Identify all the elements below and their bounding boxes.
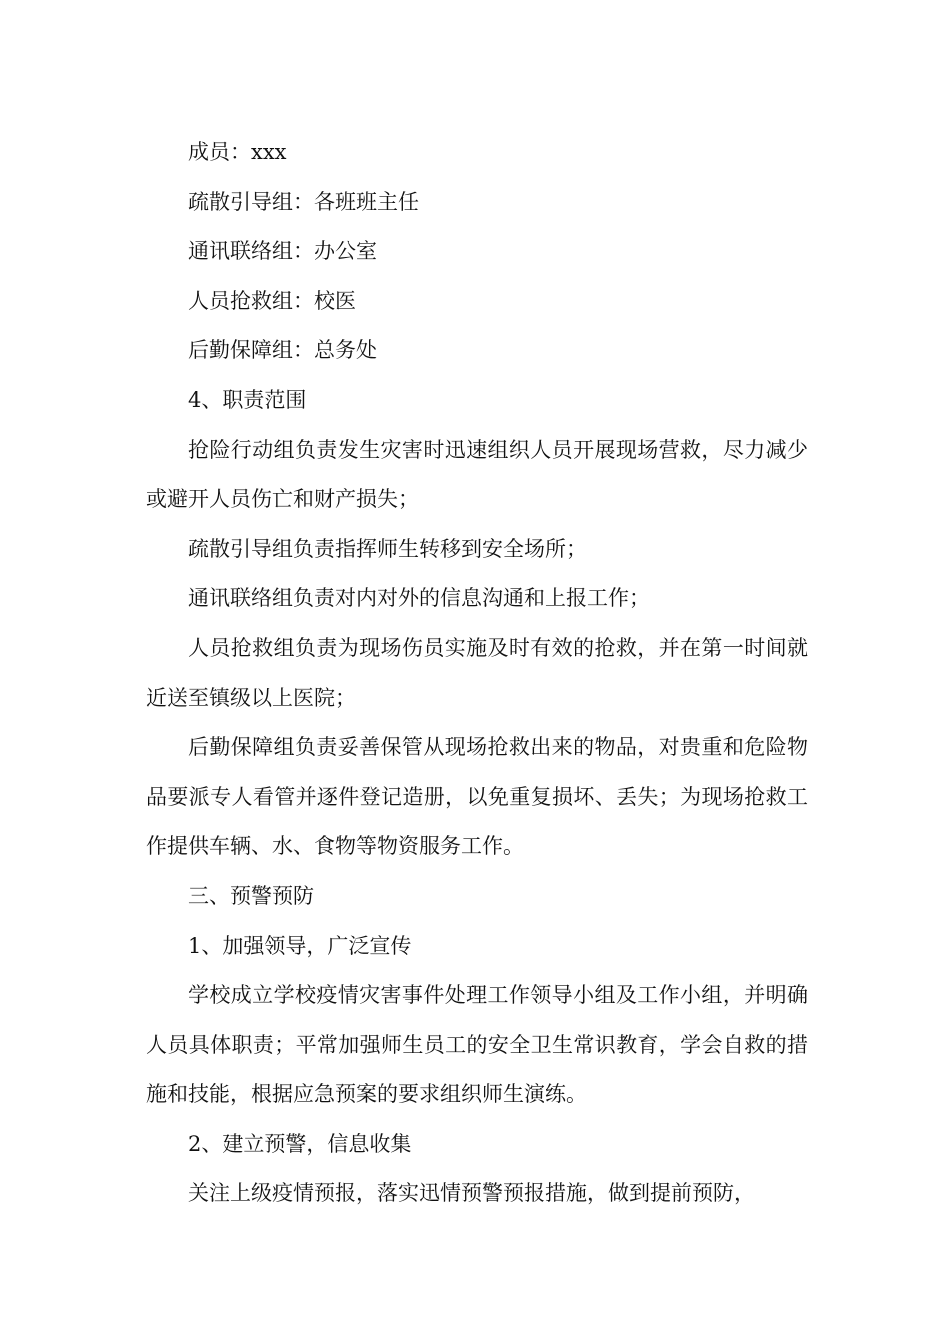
paragraph-rescue-action-duty: 抢险行动组负责发生灾害时迅速组织人员开展现场营救，尽力减少或避开人员伤亡和财产损失；	[146, 437, 808, 512]
paragraph-early-warning: 关注上级疫情预报，落实迅情预警预报措施，做到提前预防，	[188, 1181, 755, 1206]
section-heading-responsibilities: 4、职责范围	[188, 387, 307, 412]
subheading-leadership: 1、加强领导，广泛宣传	[188, 933, 412, 958]
paragraph-rescue-duty: 人员抢救组负责为现场伤员实施及时有效的抢救，并在第一时间就近送至镇级以上医院；	[146, 635, 808, 710]
paragraph-communication-duty: 通讯联络组负责对内对外的信息沟通和上报工作；	[188, 586, 650, 611]
paragraph-logistics-duty: 后勤保障组负责妥善保管从现场抢救出来的物品，对贵重和危险物品要派专人看管并逐件登记造册，以免重复损坏、丢失；为现场抢救工作提供车辆、水、食物等物资服务工作。	[146, 735, 808, 859]
paragraph-rescue-group: 人员抢救组：校医	[188, 288, 356, 313]
paragraph-members: 成员：xxx	[188, 140, 287, 164]
subheading-early-warning: 2、建立预警，信息收集	[188, 1131, 412, 1156]
document-body	[146, 128, 808, 1219]
paragraph-evacuation-group: 疏散引导组：各班班主任	[188, 189, 419, 214]
section-heading-warning-prevention: 三、预警预防	[188, 883, 314, 908]
paragraph-leadership: 学校成立学校疫情灾害事件处理工作领导小组及工作小组，并明确人员具体职责；平常加强师生员工的安全卫生常识教育，学会自救的措施和技能，根据应急预案的要求组织师生演练。	[146, 983, 808, 1107]
paragraph-communication-group: 通讯联络组：办公室	[188, 239, 377, 264]
paragraph-logistics-group: 后勤保障组：总务处	[188, 338, 377, 363]
paragraph-evacuation-duty: 疏散引导组负责指挥师生转移到安全场所；	[188, 536, 587, 561]
